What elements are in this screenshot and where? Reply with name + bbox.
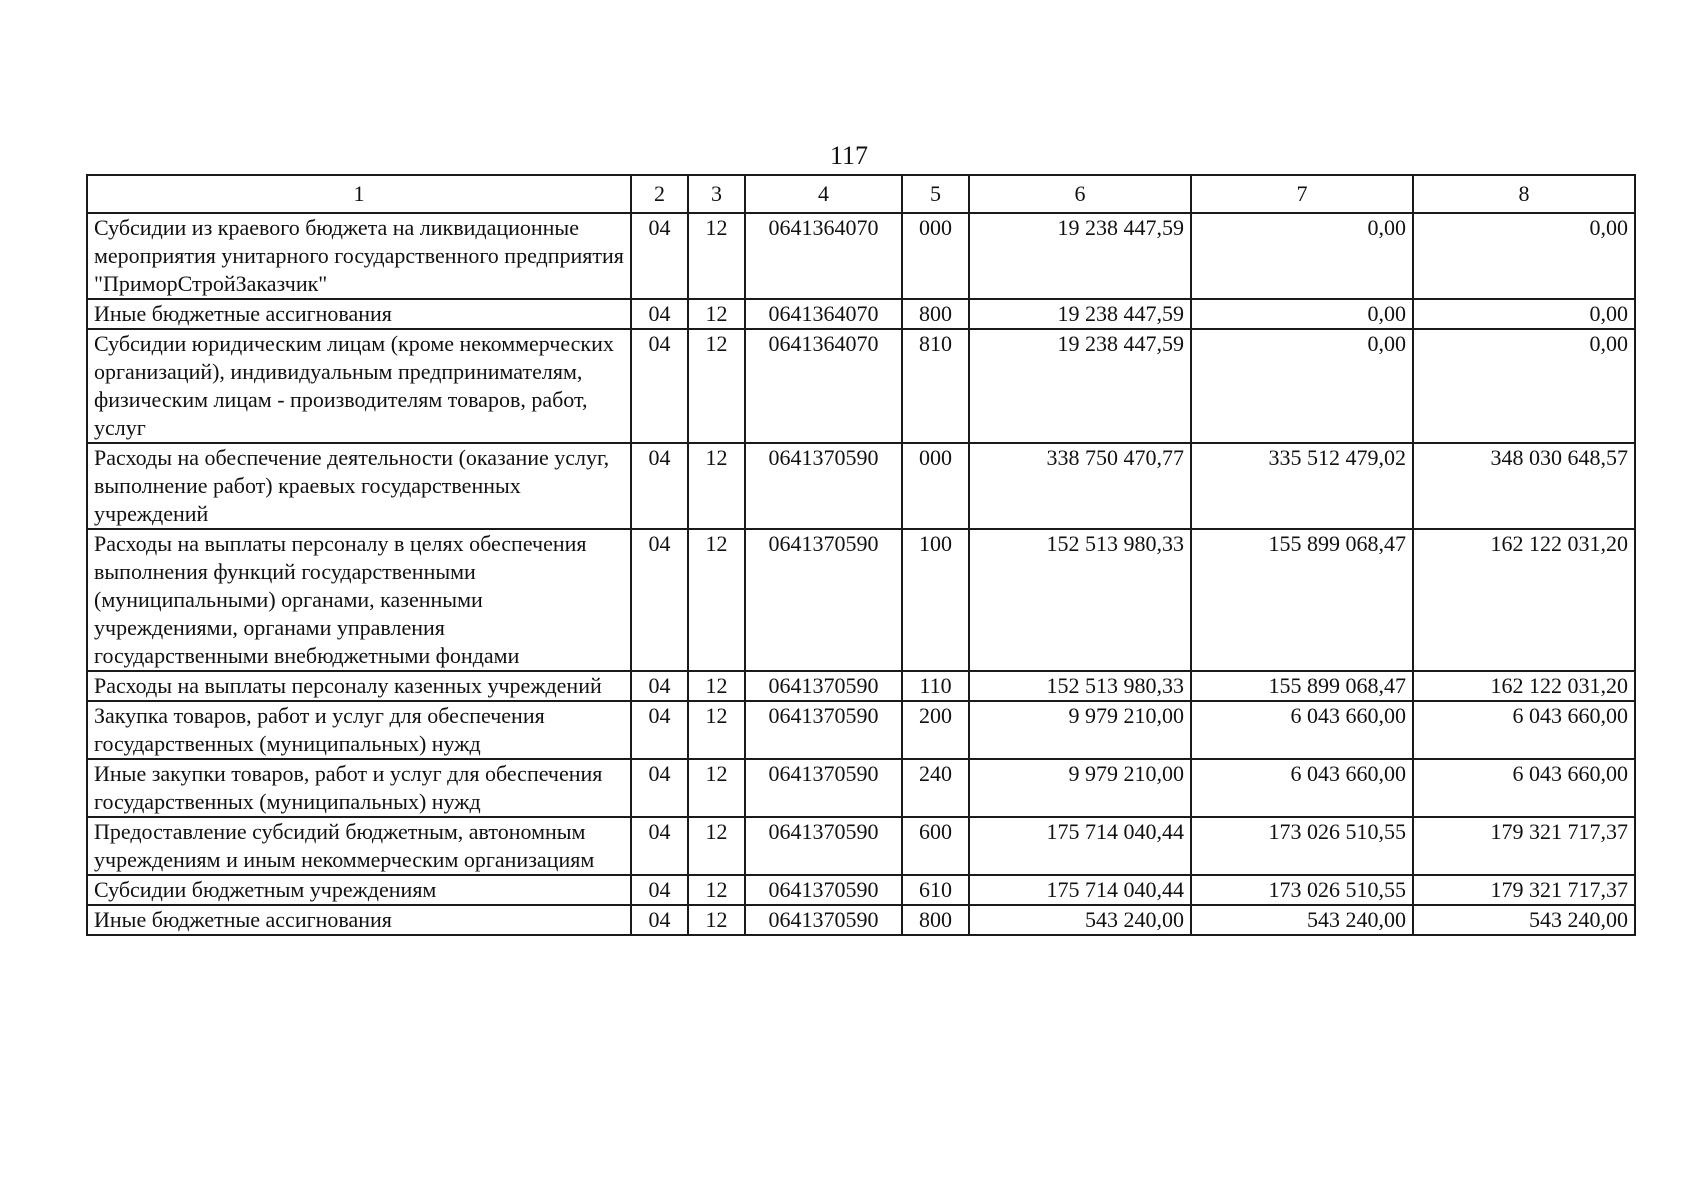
amount-col6: 19 238 447,59 [969, 213, 1191, 299]
target-code: 0641370590 [745, 701, 902, 759]
table-row [87, 701, 1635, 759]
target-code: 0641370590 [745, 817, 902, 875]
section-code: 04 [631, 875, 688, 905]
amount-col8: 162 122 031,20 [1413, 529, 1635, 671]
amount-col6: 152 513 980,33 [969, 671, 1191, 701]
amount-col8: 179 321 717,37 [1413, 817, 1635, 875]
page-number: 117 [829, 141, 869, 170]
amount-col7: 173 026 510,55 [1191, 875, 1413, 905]
section-code: 04 [631, 671, 688, 701]
table-row [87, 875, 1635, 905]
expense-kind-code: 000 [902, 213, 969, 299]
expense-kind-code: 000 [902, 443, 969, 529]
amount-col8: 543 240,00 [1413, 905, 1635, 935]
amount-col8: 348 030 648,57 [1413, 443, 1635, 529]
amount-col6: 9 979 210,00 [969, 759, 1191, 817]
row-description: Иные закупки товаров, работ и услуг для обеспечения государственных (муниципальных) нужд [87, 759, 631, 817]
row-description: Расходы на выплаты персоналу казенных учреждений [87, 671, 631, 701]
row-description: Предоставление субсидий бюджетным, автономным учреждениям и иным некоммерческим организациям [87, 817, 631, 875]
amount-col8: 0,00 [1413, 329, 1635, 443]
subsection-code: 12 [688, 529, 745, 671]
table-row [87, 299, 1635, 329]
subsection-code: 12 [688, 671, 745, 701]
amount-col6: 9 979 210,00 [969, 701, 1191, 759]
target-code: 0641370590 [745, 875, 902, 905]
amount-col8: 162 122 031,20 [1413, 671, 1635, 701]
amount-col7: 0,00 [1191, 299, 1413, 329]
amount-col6: 175 714 040,44 [969, 817, 1191, 875]
subsection-code: 12 [688, 759, 745, 817]
section-code: 04 [631, 443, 688, 529]
table-row [87, 213, 1635, 299]
target-code: 0641364070 [745, 299, 902, 329]
subsection-code: 12 [688, 701, 745, 759]
expense-kind-code: 110 [902, 671, 969, 701]
table-row [87, 905, 1635, 935]
target-code: 0641370590 [745, 905, 902, 935]
row-description: Субсидии бюджетным учреждениям [87, 875, 631, 905]
expense-kind-code: 610 [902, 875, 969, 905]
budget-table [86, 174, 1636, 936]
subsection-code: 12 [688, 213, 745, 299]
section-code: 04 [631, 701, 688, 759]
subsection-code: 12 [688, 817, 745, 875]
section-code: 04 [631, 529, 688, 671]
subsection-code: 12 [688, 905, 745, 935]
row-description: Расходы на выплаты персоналу в целях обеспечения выполнения функций государственными (муниципальными) органами, казенными учреждениями, органами управления государственными внебюджетными фондами [87, 529, 631, 671]
amount-col6: 175 714 040,44 [969, 875, 1191, 905]
table-row [87, 817, 1635, 875]
expense-kind-code: 600 [902, 817, 969, 875]
subsection-code: 12 [688, 443, 745, 529]
table-row [87, 759, 1635, 817]
row-description: Субсидии юридическим лицам (кроме некоммерческих организаций), индивидуальным предпринимателям, физическим лицам - производителям товаров, работ, услуг [87, 329, 631, 443]
subsection-code: 12 [688, 329, 745, 443]
row-description: Закупка товаров, работ и услуг для обеспечения государственных (муниципальных) нужд [87, 701, 631, 759]
amount-col6: 152 513 980,33 [969, 529, 1191, 671]
amount-col7: 155 899 068,47 [1191, 671, 1413, 701]
table-row [87, 329, 1635, 443]
section-code: 04 [631, 299, 688, 329]
expense-kind-code: 800 [902, 905, 969, 935]
target-code: 0641370590 [745, 529, 902, 671]
column-header: 4 [745, 175, 902, 213]
amount-col7: 173 026 510,55 [1191, 817, 1413, 875]
amount-col8: 6 043 660,00 [1413, 701, 1635, 759]
row-description: Иные бюджетные ассигнования [87, 299, 631, 329]
amount-col7: 6 043 660,00 [1191, 759, 1413, 817]
column-header: 8 [1413, 175, 1635, 213]
amount-col6: 19 238 447,59 [969, 299, 1191, 329]
amount-col6: 19 238 447,59 [969, 329, 1191, 443]
column-header: 7 [1191, 175, 1413, 213]
section-code: 04 [631, 329, 688, 443]
header-row [87, 175, 1635, 213]
expense-kind-code: 100 [902, 529, 969, 671]
table-row [87, 671, 1635, 701]
section-code: 04 [631, 905, 688, 935]
amount-col8: 179 321 717,37 [1413, 875, 1635, 905]
section-code: 04 [631, 759, 688, 817]
amount-col7: 0,00 [1191, 213, 1413, 299]
target-code: 0641364070 [745, 213, 902, 299]
expense-kind-code: 800 [902, 299, 969, 329]
expense-kind-code: 200 [902, 701, 969, 759]
amount-col7: 6 043 660,00 [1191, 701, 1413, 759]
column-header: 6 [969, 175, 1191, 213]
section-code: 04 [631, 817, 688, 875]
section-code: 04 [631, 213, 688, 299]
row-description: Расходы на обеспечение деятельности (оказание услуг, выполнение работ) краевых государственных учреждений [87, 443, 631, 529]
amount-col8: 0,00 [1413, 213, 1635, 299]
column-header: 3 [688, 175, 745, 213]
subsection-code: 12 [688, 299, 745, 329]
table-row [87, 529, 1635, 671]
target-code: 0641370590 [745, 759, 902, 817]
expense-kind-code: 240 [902, 759, 969, 817]
column-header: 5 [902, 175, 969, 213]
target-code: 0641364070 [745, 329, 902, 443]
amount-col6: 543 240,00 [969, 905, 1191, 935]
row-description: Иные бюджетные ассигнования [87, 905, 631, 935]
amount-col8: 0,00 [1413, 299, 1635, 329]
amount-col7: 0,00 [1191, 329, 1413, 443]
amount-col7: 155 899 068,47 [1191, 529, 1413, 671]
row-description: Субсидии из краевого бюджета на ликвидационные мероприятия унитарного государственного предприятия "ПриморСтройЗаказчик" [87, 213, 631, 299]
amount-col8: 6 043 660,00 [1413, 759, 1635, 817]
subsection-code: 12 [688, 875, 745, 905]
target-code: 0641370590 [745, 443, 902, 529]
amount-col7: 335 512 479,02 [1191, 443, 1413, 529]
amount-col7: 543 240,00 [1191, 905, 1413, 935]
amount-col6: 338 750 470,77 [969, 443, 1191, 529]
column-header: 1 [87, 175, 631, 213]
target-code: 0641370590 [745, 671, 902, 701]
column-header: 2 [631, 175, 688, 213]
expense-kind-code: 810 [902, 329, 969, 443]
table-row [87, 443, 1635, 529]
